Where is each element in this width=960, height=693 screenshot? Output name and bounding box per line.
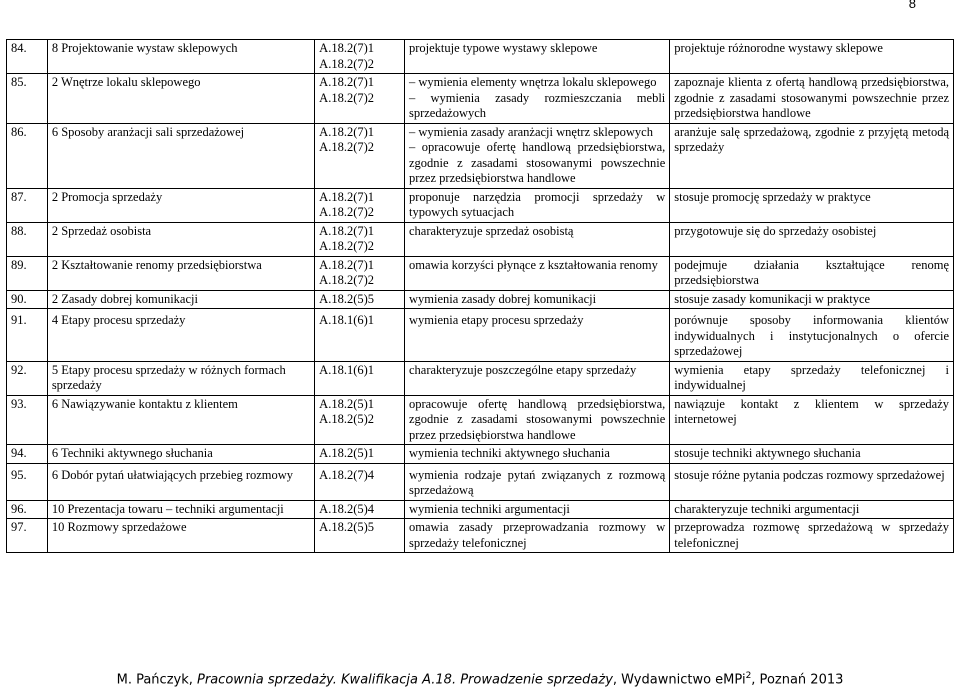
cell-ext (670, 463, 954, 500)
cell-ext (670, 290, 954, 309)
cell-ext-line: przygotowuje się do sprzedaży osobistej (674, 223, 877, 238)
cell-num-line: 84. (11, 41, 27, 55)
cell-ext (670, 123, 954, 188)
cell-basic-line: wymienia techniki argumentacji (408, 501, 570, 516)
cell-ext-line: stosuje różne pytania podczas rozmowy sprzedażowej (674, 467, 945, 482)
curriculum-table (6, 39, 954, 553)
cell-name (47, 361, 314, 395)
cell-code-line: A.18.2(7)1 (319, 223, 375, 238)
cell-basic (404, 361, 669, 395)
cell-num (7, 256, 48, 290)
cell-basic-line: charakteryzuje poszczególne etapy sprzedaży (408, 362, 637, 377)
cell-code (315, 500, 405, 519)
cell-code-line: A.18.2(5)5 (319, 291, 375, 306)
cell-name (47, 123, 314, 188)
table-row (7, 188, 954, 222)
cell-num (7, 500, 48, 519)
cell-basic-line: proponuje narzędzia promocji sprzedaży w typowych sytuacjach (408, 189, 666, 219)
cell-num (7, 519, 48, 553)
cell-name (47, 256, 314, 290)
table-row (7, 40, 954, 74)
cell-num-line: 96. (11, 501, 27, 516)
table-row (7, 123, 954, 188)
cell-code-line: A.18.2(7)2 (319, 56, 375, 71)
cell-name-line: 2 Kształtowanie renomy przedsiębiorstwa (51, 257, 262, 272)
cell-code-line: A.18.2(7)4 (319, 467, 375, 482)
cell-num (7, 74, 48, 124)
cell-code-line: A.18.1(6)1 (319, 313, 375, 327)
cell-name-line: 6 Sposoby aranżacji sali sprzedażowej (51, 124, 245, 139)
cell-ext-line: porównuje sposoby informowania klientów indywidualnych i instytucjonalnych o ofercie sprzedażowej (674, 313, 949, 358)
cell-ext-line: charakteryzuje techniki argumentacji (674, 501, 860, 516)
cell-name (47, 519, 314, 553)
cell-num-line: 92. (11, 362, 27, 377)
cell-num-line: 97. (11, 520, 27, 534)
table-row (7, 74, 954, 124)
cell-name (47, 40, 314, 74)
cell-num (7, 361, 48, 395)
cell-num (7, 445, 48, 464)
cell-name-line: 6 Dobór pytań ułatwiających przebieg rozmowy (51, 467, 294, 482)
cell-name (47, 395, 314, 445)
cell-basic (404, 309, 669, 362)
cell-num (7, 40, 48, 74)
cell-num-line: 85. (11, 75, 27, 89)
cell-num-line: 86. (11, 124, 27, 139)
page-number: 8 (908, 0, 916, 11)
cell-name-line: 2 Wnętrze lokalu sklepowego (51, 75, 201, 89)
cell-ext-line: przeprowadza rozmowę sprzedażową w sprzedaży telefonicznej (674, 520, 949, 550)
cell-name-line: 10 Rozmowy sprzedażowe (51, 520, 187, 534)
cell-code (315, 463, 405, 500)
cell-basic (404, 290, 669, 309)
cell-code (315, 290, 405, 309)
footer-place-year: , Poznań 2013 (751, 672, 844, 688)
cell-code (315, 445, 405, 464)
cell-code (315, 123, 405, 188)
cell-name-line: 6 Nawiązywanie kontaktu z klientem (51, 396, 238, 411)
cell-name-line: 10 Prezentacja towaru – techniki argumentacji (51, 501, 284, 516)
cell-num (7, 309, 48, 362)
cell-code (315, 519, 405, 553)
cell-code (315, 222, 405, 256)
cell-num-line: 94. (11, 446, 27, 460)
cell-num-line: 87. (11, 189, 27, 204)
cell-name-line: 2 Zasady dobrej komunikacji (51, 291, 198, 306)
cell-basic-line: projektuje typowe wystawy sklepowe (408, 41, 598, 55)
cell-code-line: A.18.2(7)2 (319, 239, 375, 253)
cell-basic (404, 445, 669, 464)
cell-ext (670, 40, 954, 74)
cell-ext (670, 188, 954, 222)
cell-ext-line: nawiązuje kontakt z klientem w sprzedaży internetowej (674, 396, 949, 426)
cell-ext-line: aranżuje salę sprzedażową, zgodnie z przyjętą metodą sprzedaży (674, 124, 949, 154)
cell-basic-line: – wymienia zasady rozmieszczania mebli sprzedażowych (408, 90, 666, 120)
cell-name-line: 8 Projektowanie wystaw sklepowych (51, 41, 238, 55)
cell-code-line: A.18.1(6)1 (319, 362, 375, 377)
cell-code (315, 395, 405, 445)
cell-name (47, 500, 314, 519)
cell-ext-line: stosuje techniki aktywnego słuchania (674, 446, 861, 460)
cell-basic (404, 74, 669, 124)
cell-code-line: A.18.2(7)1 (319, 189, 375, 204)
cell-ext-line: projektuje różnorodne wystawy sklepowe (674, 41, 883, 55)
cell-basic-line: wymienia rodzaje pytań związanych z rozmową sprzedażową (408, 467, 666, 497)
cell-basic-line: charakteryzuje sprzedaż osobistą (408, 223, 574, 238)
table-row (7, 395, 954, 445)
cell-code-line: A.18.2(7)1 (319, 124, 375, 139)
cell-basic (404, 256, 669, 290)
cell-num-line: 93. (11, 396, 27, 411)
cell-code-line: A.18.2(7)1 (319, 75, 375, 89)
cell-ext (670, 361, 954, 395)
cell-ext (670, 74, 954, 124)
table-row (7, 361, 954, 395)
table-row (7, 222, 954, 256)
table-row (7, 500, 954, 519)
footer-author: M. Pańczyk, (116, 672, 198, 688)
cell-name-line: 6 Techniki aktywnego słuchania (51, 446, 213, 460)
cell-num-line: 95. (11, 467, 27, 482)
cell-basic-line: omawia korzyści płynące z kształtowania renomy (408, 257, 658, 272)
cell-num-line: 89. (11, 257, 27, 272)
cell-code-line: A.18.2(7)1 (319, 257, 375, 272)
cell-code-line: A.18.2(7)1 (319, 41, 375, 55)
cell-num (7, 290, 48, 309)
cell-code-line: A.18.2(5)1 (319, 396, 375, 411)
cell-basic (404, 40, 669, 74)
cell-num (7, 222, 48, 256)
cell-name (47, 309, 314, 362)
table-row (7, 445, 954, 464)
cell-basic (404, 395, 669, 445)
cell-num-line: 91. (11, 313, 27, 327)
cell-ext (670, 309, 954, 362)
cell-basic-line: wymienia etapy procesu sprzedaży (408, 313, 584, 327)
cell-name (47, 222, 314, 256)
table-row (7, 290, 954, 309)
cell-name-line: 4 Etapy procesu sprzedaży (51, 313, 186, 327)
table-row (7, 463, 954, 500)
table-row (7, 519, 954, 553)
cell-code-line: A.18.2(5)4 (319, 501, 375, 516)
cell-name (47, 74, 314, 124)
cell-code-line: A.18.2(7)2 (319, 205, 375, 219)
cell-basic (404, 123, 669, 188)
cell-name (47, 188, 314, 222)
cell-ext (670, 445, 954, 464)
cell-code-line: A.18.2(5)2 (319, 412, 375, 426)
cell-code-line: A.18.2(5)1 (319, 446, 375, 460)
cell-num-line: 88. (11, 223, 27, 238)
cell-basic-line: – opracowuje ofertę handlową przedsiębiorstwa, zgodnie z zasadami stosowanymi powszechnie przez przedsiębiorstwa handlowe (408, 140, 666, 185)
cell-ext (670, 519, 954, 553)
cell-code (315, 74, 405, 124)
cell-basic-line: wymienia techniki aktywnego słuchania (408, 446, 610, 460)
cell-code (315, 309, 405, 362)
cell-basic-line: – wymienia elementy wnętrza lokalu sklepowego (408, 75, 657, 89)
cell-basic (404, 463, 669, 500)
cell-num (7, 123, 48, 188)
table-row (7, 309, 954, 362)
cell-code (315, 361, 405, 395)
cell-ext-line: wymienia etapy sprzedaży telefonicznej i indywidualnej (674, 362, 949, 392)
cell-code (315, 256, 405, 290)
cell-ext (670, 395, 954, 445)
cell-ext-line: zapoznaje klienta z ofertą handlową przedsiębiorstwa, zgodnie z zasadami stosowanymi powszechnie przez przedsiębiorstwa handlowe (674, 75, 949, 120)
cell-ext-line: stosuje promocję sprzedaży w praktyce (674, 189, 871, 204)
cell-basic-line: opracowuje ofertę handlową przedsiębiorstwa, zgodnie z zasadami stosowanymi powszechnie przez przedsiębiorstwa handlowe (408, 396, 666, 442)
cell-code (315, 40, 405, 74)
cell-code-line: A.18.2(7)2 (319, 140, 375, 154)
cell-name (47, 290, 314, 309)
cell-code (315, 188, 405, 222)
cell-ext-line: stosuje zasady komunikacji w praktyce (674, 291, 871, 306)
cell-num (7, 395, 48, 445)
cell-basic-line: omawia zasady przeprowadzania rozmowy w sprzedaży telefonicznej (408, 520, 666, 550)
cell-num (7, 463, 48, 500)
footer-publisher: , Wydawnictwo eMPi (612, 672, 746, 688)
cell-basic (404, 188, 669, 222)
footer-citation (0, 671, 960, 687)
cell-num-line: 90. (11, 291, 27, 306)
cell-basic (404, 519, 669, 553)
cell-basic (404, 500, 669, 519)
cell-name-line: 5 Etapy procesu sprzedaży w różnych formach sprzedaży (51, 362, 286, 392)
footer-title: Pracownia sprzedaży. Kwalifikacja A.18. Prowadzenie sprzedaży (197, 672, 613, 688)
footer-sup: 2 (745, 671, 752, 681)
table-row (7, 256, 954, 290)
cell-num (7, 188, 48, 222)
cell-code-line: A.18.2(7)2 (319, 90, 375, 105)
cell-ext-line: podejmuje działania kształtujące renomę przedsiębiorstwa (674, 257, 949, 287)
cell-ext (670, 256, 954, 290)
cell-basic-line: wymienia zasady dobrej komunikacji (408, 291, 597, 306)
cell-ext (670, 222, 954, 256)
cell-basic-line: – wymienia zasady aranżacji wnętrz sklepowych (408, 124, 653, 139)
cell-name-line: 2 Promocja sprzedaży (51, 189, 163, 204)
cell-name (47, 463, 314, 500)
cell-name-line: 2 Sprzedaż osobista (51, 223, 152, 238)
cell-code-line: A.18.2(5)5 (319, 520, 375, 534)
cell-code-line: A.18.2(7)2 (319, 273, 375, 287)
cell-name (47, 445, 314, 464)
cell-basic (404, 222, 669, 256)
cell-ext (670, 500, 954, 519)
